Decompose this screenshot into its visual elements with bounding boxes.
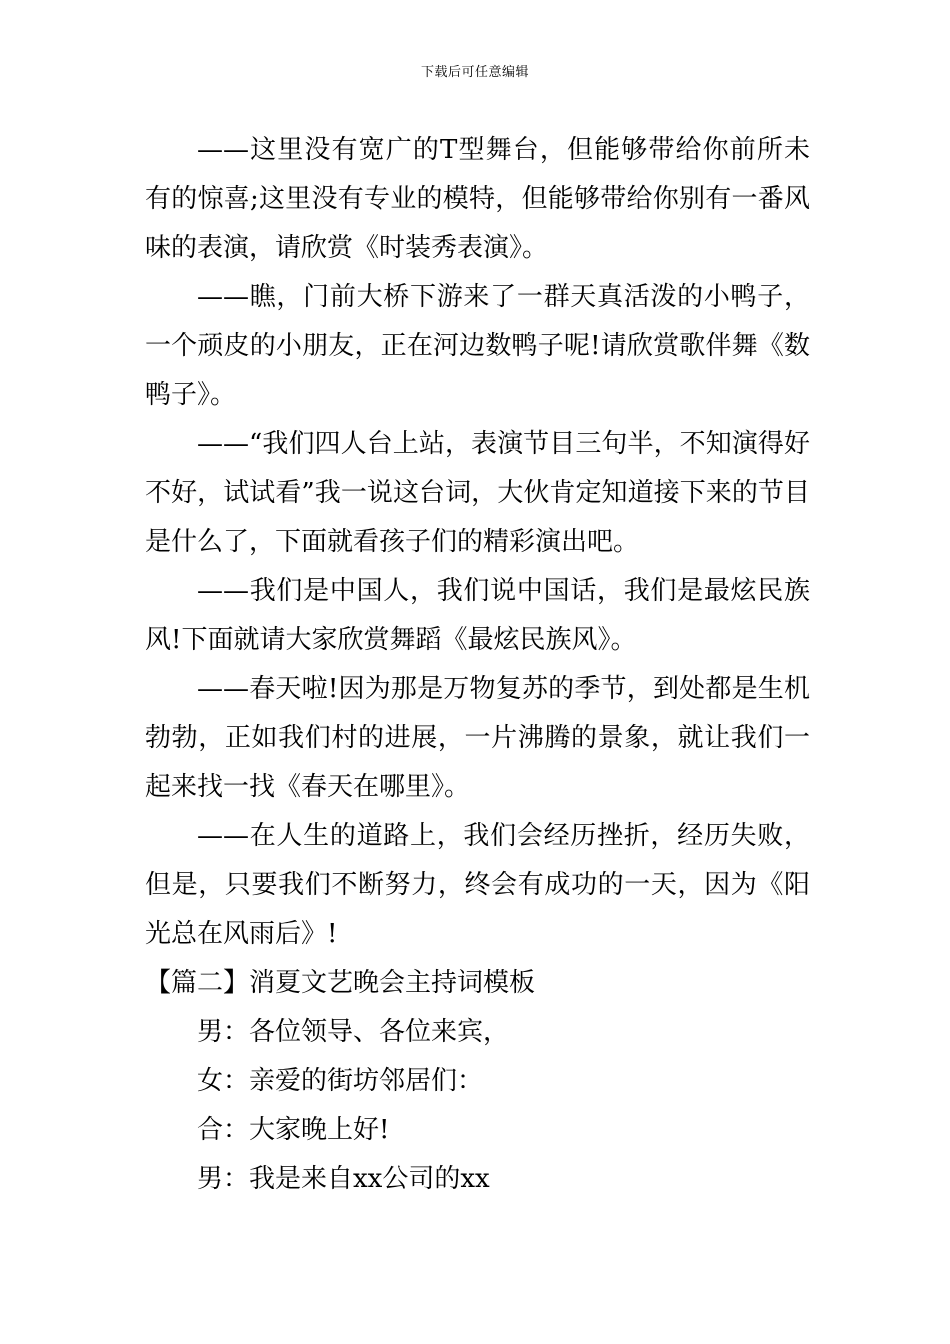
paragraph-counting-ducks: ——瞧，门前大桥下游来了一群天真活泼的小鸭子，一个顽皮的小朋友，正在河边数鸭子呢!请欣赏歌伴舞《数鸭子》。 bbox=[145, 282, 810, 410]
page-header-note: 下载后可任意编辑 bbox=[420, 65, 529, 80]
document-body bbox=[145, 126, 810, 1204]
dialogue-line: 男：我是来自xx公司的xx bbox=[197, 1164, 490, 1194]
paragraph-sunshine-after-rain: ——在人生的道路上，我们会经历挫折，经历失败，但是，只要我们不断努力，终会有成功的一天，因为《阳光总在风雨后》! bbox=[145, 821, 810, 949]
paragraph-fashion-show: ——这里没有宽广的T型舞台，但能够带给你前所未有的惊喜;这里没有专业的模特，但能够带给你别有一番风味的表演，请欣赏《时装秀表演》。 bbox=[145, 135, 810, 263]
dialogue-line: 合：大家晚上好! bbox=[197, 1115, 390, 1145]
dialogue-line: 男：各位领导、各位来宾， bbox=[197, 1017, 510, 1047]
section-title: 【篇二】消夏文艺晚会主持词模板 bbox=[145, 968, 536, 998]
paragraph-three-and-half-lines: ——“我们四人台上站，表演节目三句半，不知演得好不好，试试看”我一说这台词，大伙肯定知道接下来的节目是什么了，下面就看孩子们的精彩演出吧。 bbox=[145, 429, 810, 557]
paragraph-where-is-spring: ——春天啦!因为那是万物复苏的季节，到处都是生机勃勃，正如我们村的进展，一片沸腾的景象，就让我们一起来找一找《春天在哪里》。 bbox=[145, 674, 810, 802]
dialogue-line: 女：亲爱的街坊邻居们： bbox=[197, 1066, 484, 1096]
paragraph-ethnic-style: ——我们是中国人，我们说中国话，我们是最炫民族风!下面就请大家欣赏舞蹈《最炫民族风》。 bbox=[145, 576, 810, 655]
